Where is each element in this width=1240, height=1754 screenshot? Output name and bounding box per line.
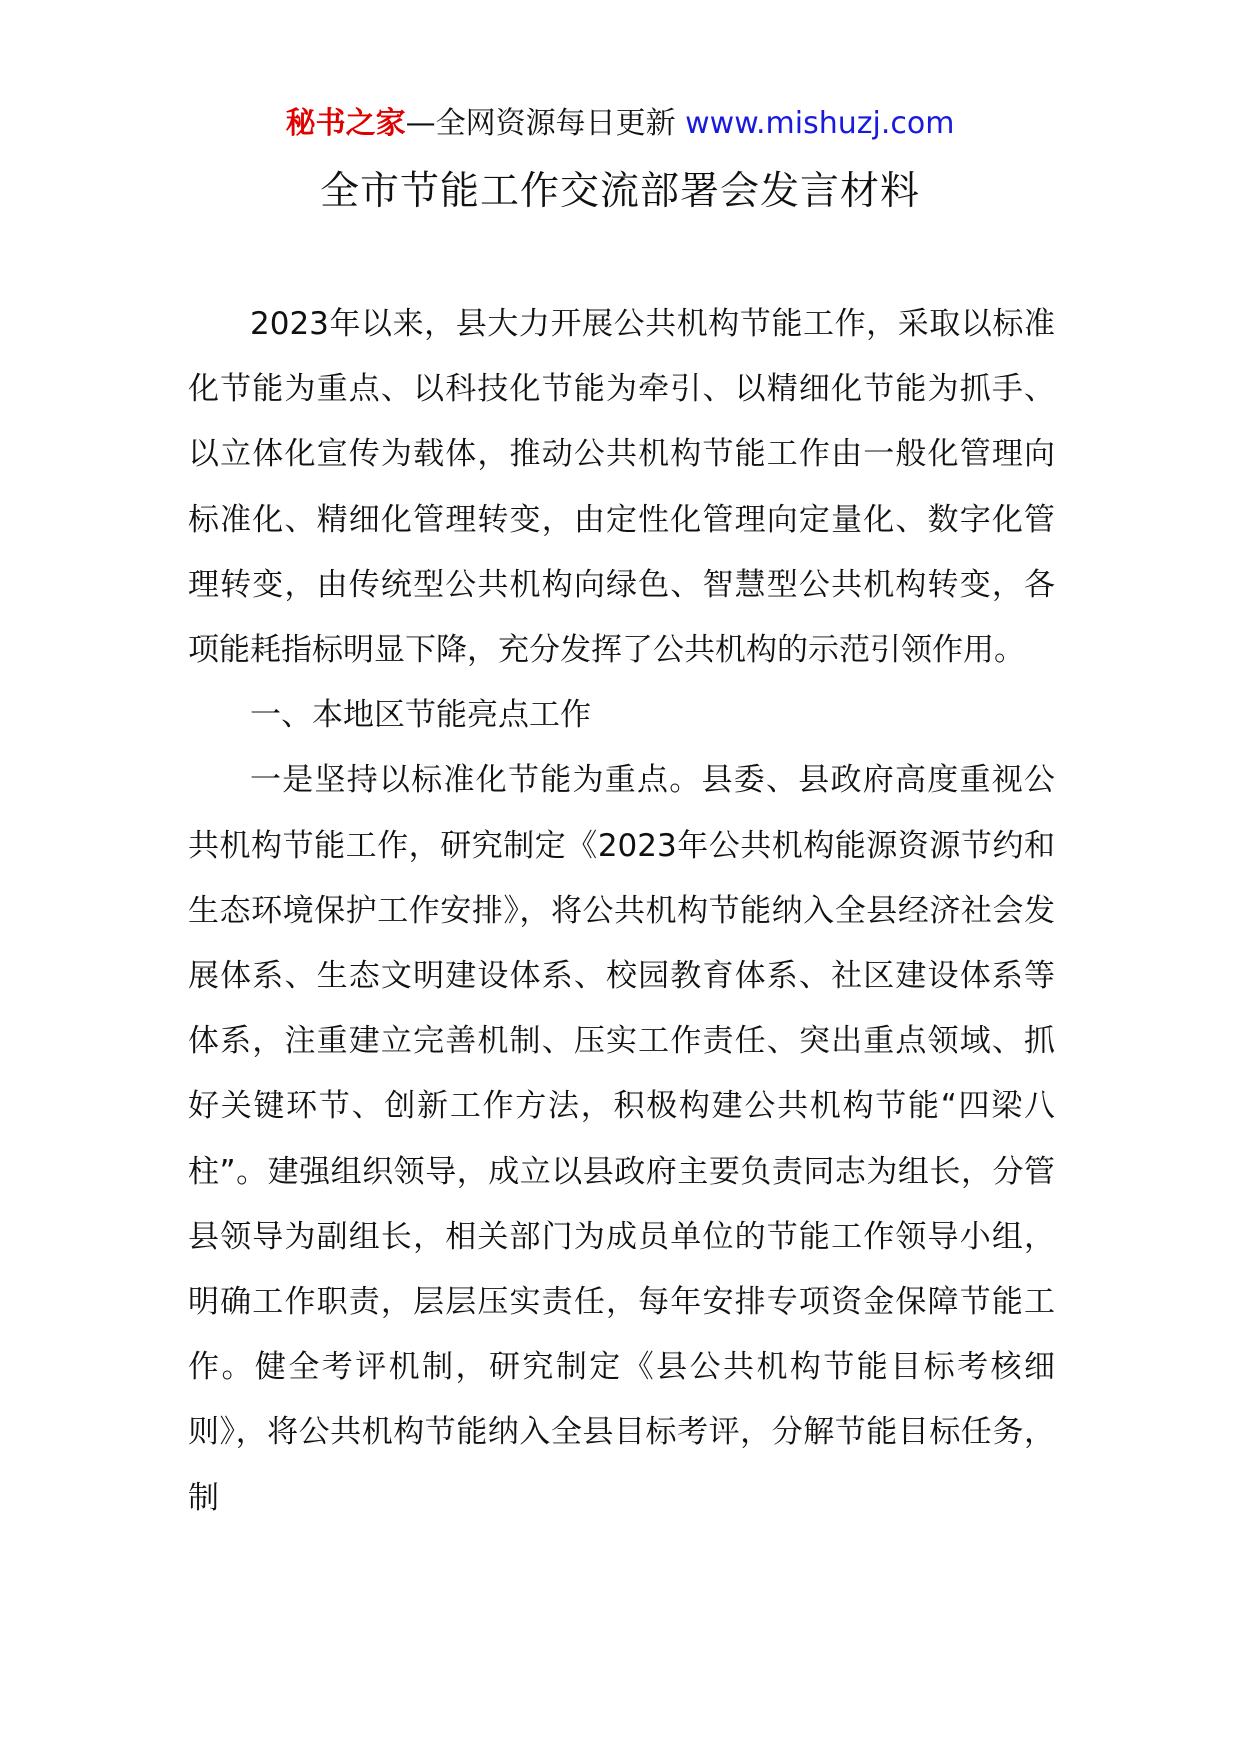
document-title: 全市节能工作交流部署会发言材料 bbox=[319, 169, 920, 214]
site-url-link[interactable]: www.mishuzj.com bbox=[685, 106, 955, 141]
site-banner bbox=[0, 102, 1240, 146]
paragraph-intro: 2023年以来，县大力开展公共机构节能工作，采取以标准化节能为重点、以科技化节能为牵引、以精细化节能为抓手、以立体化宣传为载体，推动公共机构节能工作由一般化管理向标准化、精细化管理转变，由定性化管理向定量化、数字化管理转变，由传统型公共机构向绿色、智慧型公共机构转变，各项能耗指标明显下降，充分发挥了公共机构的示范引领作用。 bbox=[188, 306, 1055, 669]
banner-tagline: —全网资源每日更新 bbox=[405, 106, 686, 141]
section-heading: 一、本地区节能亮点工作 bbox=[250, 697, 591, 734]
document-body bbox=[188, 292, 1055, 1531]
paragraph-standardization: 一是坚持以标准化节能为重点。县委、县政府高度重视公共机构节能工作，研究制定《2023年公共机构能源资源节约和生态环境保护工作安排》，将公共机构节能纳入全县经济社会发展体系、生态文明建设体系、校园教育体系、社区建设体系等体系，注重建立完善机制、压实工作责任、突出重点领域、抓好关键环节、创新工作方法，积极构建公共机构节能“四梁八柱”。建强组织领导，成立以县政府主要负责同志为组长，分管县领导为副组长，相关部门为成员单位的节能工作领导小组，明确工作职责，层层压实责任，每年安排专项资金保障节能工作。健全考评机制，研究制定《县公共机构节能目标考核细则》，将公共机构节能纳入全县目标考评，分解节能目标任务，制 bbox=[188, 762, 1055, 1516]
brand-name: 秘书之家 bbox=[285, 106, 406, 141]
